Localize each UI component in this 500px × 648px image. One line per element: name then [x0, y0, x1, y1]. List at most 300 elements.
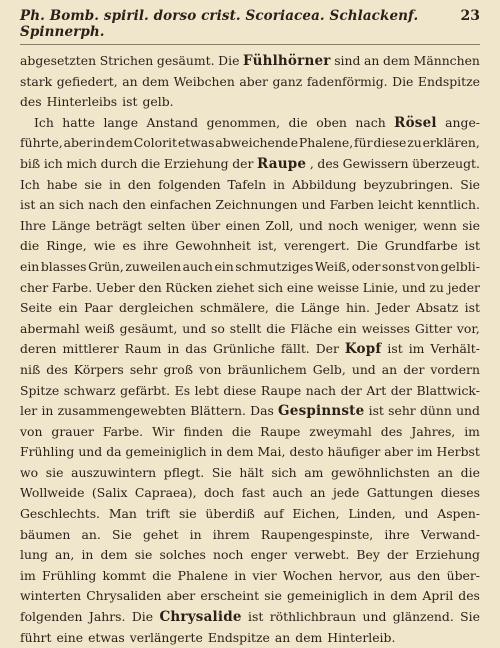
word: sie	[134, 547, 153, 563]
word: ein	[58, 300, 78, 316]
text-line	[20, 401, 480, 422]
word: die	[266, 320, 286, 336]
word: Seite	[20, 300, 53, 316]
word: gefiedert,	[56, 73, 118, 89]
word: in	[41, 403, 54, 419]
word: Linie,	[362, 279, 399, 295]
word: sie	[264, 588, 282, 604]
word: Frühling	[20, 444, 75, 460]
word: ,	[309, 155, 314, 171]
word: verlängerte	[129, 629, 203, 645]
word: des	[46, 361, 68, 377]
word: Endspitze	[207, 629, 270, 645]
text-line	[20, 195, 480, 216]
word: der	[403, 361, 425, 377]
word: diese	[373, 135, 407, 151]
word: nach	[305, 382, 337, 398]
word: röthlichbraun	[269, 609, 357, 625]
word: so	[211, 320, 225, 336]
word: da	[106, 444, 122, 460]
word: etwas	[177, 135, 215, 151]
word: Die	[131, 609, 154, 625]
word: abgesetzten	[20, 53, 97, 68]
word: die	[460, 464, 480, 480]
word: (Salix	[91, 485, 128, 501]
word: leicht	[378, 197, 414, 213]
word: grauer	[51, 423, 94, 439]
word: dergleichen	[118, 300, 194, 316]
word: cher	[20, 279, 49, 295]
word: gewöhnlichsten	[331, 464, 430, 480]
word: Verhält-	[430, 341, 480, 357]
word: an,	[55, 547, 75, 563]
word: Länge	[51, 217, 91, 233]
word: Art	[366, 382, 387, 398]
word: Endspitze	[417, 73, 480, 89]
word: selten	[147, 217, 186, 233]
word: mich	[66, 155, 97, 171]
word: Aspen-	[437, 506, 480, 522]
word: Grundfarbe	[384, 238, 458, 254]
word: des	[380, 423, 403, 439]
word: es	[122, 238, 137, 254]
word: noch	[328, 217, 359, 233]
word: die	[152, 567, 172, 583]
word: Sie	[112, 526, 132, 542]
word: nach	[88, 197, 119, 213]
word: eine	[286, 279, 314, 295]
word: ihre	[143, 238, 169, 254]
word: etwas	[88, 629, 125, 645]
word: des	[20, 94, 42, 110]
word: und	[401, 279, 426, 295]
word: in	[234, 567, 247, 583]
running-header	[20, 8, 480, 45]
word: im	[20, 567, 36, 583]
word: aus	[389, 567, 411, 583]
word: zweymahl	[309, 423, 372, 439]
word: lange	[103, 114, 139, 130]
word: Paar	[84, 300, 113, 316]
word: Blättern.	[190, 403, 246, 419]
word: Man	[108, 506, 137, 522]
word: schwarz	[63, 382, 116, 398]
word: vier	[252, 567, 277, 583]
word: Gewissern	[342, 155, 409, 171]
word: Farben	[329, 197, 374, 213]
word: Farbe.	[51, 279, 93, 295]
word: die	[20, 238, 40, 254]
word: im	[464, 423, 480, 439]
text-line	[20, 339, 480, 360]
word: weniger,	[363, 217, 418, 233]
word: dem	[142, 73, 170, 89]
word: Rücken	[165, 279, 213, 295]
word: verwebt.	[294, 547, 350, 563]
body-text	[20, 51, 480, 648]
word: Tafeln	[227, 176, 267, 192]
word: und	[404, 506, 429, 522]
word: Sie	[460, 609, 480, 625]
word: groß	[163, 361, 194, 377]
word: überdiß	[205, 506, 255, 522]
word: ein	[20, 258, 40, 274]
word: ist	[368, 403, 384, 419]
word: und	[78, 444, 103, 460]
text-line	[20, 216, 480, 237]
word: und	[301, 197, 326, 213]
word: dünn	[419, 403, 452, 419]
word: der	[390, 382, 412, 398]
word: finden	[183, 423, 223, 439]
word: gemeiniglich	[287, 588, 369, 604]
word: gefärbt.	[120, 382, 171, 398]
text-line	[20, 278, 480, 299]
text-line	[20, 566, 480, 587]
word: Erziehung	[163, 155, 229, 171]
word: schmutziges	[235, 258, 314, 274]
word: zu	[429, 279, 444, 295]
word: Sie	[460, 176, 480, 192]
word: bäumen	[20, 526, 71, 542]
word: den	[138, 279, 162, 295]
word: zu	[407, 135, 422, 151]
word: wenn	[422, 217, 457, 233]
word: dem	[390, 588, 418, 604]
word: Capraea),	[134, 485, 197, 501]
word: glänzend.	[392, 609, 454, 625]
word: ist,	[257, 238, 278, 254]
word: Raupe	[260, 382, 302, 398]
word: in	[273, 176, 286, 192]
word: sonst	[381, 258, 416, 274]
word: oder	[351, 258, 381, 274]
word: weisse	[317, 279, 360, 295]
word: sehr	[388, 403, 416, 419]
text-line	[20, 607, 480, 628]
word: habe	[46, 176, 78, 192]
word: an	[364, 53, 380, 68]
word: ihrem	[212, 526, 250, 542]
word: Raupe	[260, 423, 301, 439]
word: April	[422, 588, 454, 604]
word: trift	[145, 506, 171, 522]
word: Ihre	[20, 217, 47, 233]
word: Anstand	[146, 114, 199, 130]
word: die	[141, 155, 161, 171]
emphasized-term: Gespinnste	[278, 403, 365, 420]
word: Wochen	[282, 567, 333, 583]
text-line	[20, 545, 480, 566]
word: in	[108, 176, 121, 192]
word: dem	[105, 135, 133, 151]
text-line	[20, 133, 480, 154]
word: durch	[100, 155, 138, 171]
word: von	[199, 361, 222, 377]
word: hervor,	[338, 567, 383, 583]
word: gelb.	[142, 94, 174, 110]
word: Chrysaliden	[86, 588, 162, 604]
text-line	[20, 504, 480, 525]
word: zusammengewebten	[57, 403, 187, 419]
word: Eichen,	[292, 506, 340, 522]
word: jede	[332, 485, 360, 501]
word: weiß	[84, 320, 115, 336]
word: sich	[271, 464, 297, 480]
word: Gattungen	[366, 485, 434, 501]
word: Die	[392, 73, 414, 89]
word: ganz	[272, 73, 303, 89]
word: in	[81, 547, 94, 563]
word: den	[122, 197, 146, 213]
word: an	[381, 361, 398, 377]
word: überzeugt.	[412, 155, 480, 171]
word: sehr	[129, 361, 158, 377]
text-line	[20, 92, 480, 113]
word: die	[275, 300, 295, 316]
word: enger	[250, 547, 288, 563]
word: Männchen	[413, 53, 480, 68]
word: genommen,	[206, 114, 281, 130]
word: ist	[464, 300, 480, 316]
word: ist	[20, 197, 36, 213]
word: biß	[20, 155, 41, 171]
word: Phalene	[177, 567, 228, 583]
word: Raupengespinste,	[260, 526, 374, 542]
word: niß	[20, 361, 41, 377]
word: fadenförmig.	[306, 73, 388, 89]
word: an	[274, 629, 291, 645]
word: den	[417, 567, 441, 583]
word: ange-	[445, 114, 480, 130]
word: Hinterleibs	[46, 94, 118, 110]
word: und	[182, 320, 207, 336]
word: ler	[20, 403, 38, 419]
word: am	[304, 464, 324, 480]
word: ist	[248, 609, 264, 625]
word: fast	[241, 485, 265, 501]
word: ein	[214, 258, 234, 274]
word: und	[456, 403, 480, 419]
word: einen	[225, 217, 261, 233]
word: der	[232, 155, 254, 171]
word: blasses	[40, 258, 87, 274]
word: ihre	[384, 526, 410, 542]
text-line	[20, 72, 480, 93]
word: weisses	[361, 320, 411, 336]
word: Ueber	[95, 279, 135, 295]
word: abermahl	[20, 320, 80, 336]
word: aber	[239, 73, 268, 89]
word: sich	[58, 197, 85, 213]
word: deren	[20, 341, 57, 357]
word: der	[387, 547, 409, 563]
word: Weibchen	[173, 73, 235, 89]
word: Abbildung	[291, 176, 357, 192]
word: Mai,	[257, 444, 286, 460]
word: Jahrs.	[88, 609, 126, 625]
word: aber	[63, 135, 93, 151]
word: den	[127, 176, 152, 192]
word: lebt	[194, 382, 219, 398]
word: sie	[84, 176, 103, 192]
word: Herbst	[436, 444, 480, 460]
word: der	[340, 382, 362, 398]
word: Hinterleib.	[327, 629, 396, 645]
word: Zeichnungen	[215, 197, 298, 213]
word: über	[191, 217, 221, 233]
word: von	[416, 258, 440, 274]
word: Weiß,	[314, 258, 351, 274]
word: wo	[20, 464, 39, 480]
word: doch	[203, 485, 235, 501]
word: dem	[100, 547, 128, 563]
word: Jeder	[376, 300, 410, 316]
word: Erziehung	[415, 547, 480, 563]
text-line	[20, 113, 480, 134]
text-line	[20, 525, 480, 546]
text-line	[20, 298, 480, 319]
word: ein	[337, 320, 357, 336]
word: dieses	[440, 485, 480, 501]
word: folgenden	[20, 609, 83, 625]
word: Ich	[34, 114, 54, 130]
word: schmälere,	[199, 300, 269, 316]
word: im	[416, 444, 433, 460]
text-line	[20, 463, 480, 484]
word: ist	[464, 238, 480, 254]
word: Geschlechts.	[20, 506, 101, 522]
word: jeder	[447, 279, 480, 295]
word: häufiger	[327, 444, 381, 460]
text-line	[20, 154, 480, 175]
word: des	[317, 155, 340, 171]
word: Raum	[124, 341, 162, 357]
word: an	[437, 464, 453, 480]
word: Gelb,	[312, 361, 346, 377]
text-line	[20, 360, 480, 381]
word: kenntlich.	[417, 197, 480, 213]
word: stellt	[229, 320, 262, 336]
word: dem	[226, 444, 254, 460]
word: an	[39, 197, 55, 213]
word: gesäumt,	[119, 320, 178, 336]
word: an	[122, 73, 138, 89]
word: Farbe.	[102, 423, 144, 439]
text-line	[20, 381, 480, 402]
word: Ringe,	[46, 238, 87, 254]
text-line	[20, 586, 480, 607]
word: Spitze	[20, 382, 60, 398]
text-line	[20, 483, 480, 504]
word: winterten	[20, 588, 82, 604]
word: zuweilen	[125, 258, 182, 274]
word: Fläche	[290, 320, 333, 336]
word: Absatz	[416, 300, 459, 316]
emphasized-term: Fühlhörner	[243, 53, 331, 69]
word: solches	[159, 547, 206, 563]
word: Ich	[20, 176, 40, 192]
word: aber	[166, 588, 196, 604]
page-number: 23	[460, 8, 480, 24]
word: gelbli-	[440, 258, 480, 274]
word: eine	[56, 629, 84, 645]
word: in	[373, 588, 386, 604]
word: Linden,	[348, 506, 396, 522]
word: Bey	[356, 547, 380, 563]
word: wie	[93, 238, 116, 254]
word: ich	[43, 155, 63, 171]
text-line	[20, 319, 480, 340]
word: gesäumt.	[156, 53, 215, 68]
word: Verwand-	[420, 526, 480, 542]
word: für	[354, 135, 373, 151]
word: in	[167, 341, 180, 357]
word: sie	[462, 217, 480, 233]
word: fällt.	[280, 341, 310, 357]
word: sie	[45, 464, 64, 480]
word: vordern	[430, 361, 480, 377]
word: mittlerer	[62, 341, 119, 357]
word: die	[288, 114, 308, 130]
word: Grün,	[88, 258, 124, 274]
emphasized-term: Rösel	[394, 114, 437, 131]
word: Wir	[152, 423, 175, 439]
word: führte,	[20, 135, 63, 151]
word: ziehet	[216, 279, 255, 295]
word: Phalene,	[298, 135, 354, 151]
word: sie	[178, 506, 197, 522]
text-line	[20, 257, 480, 278]
word: hält	[239, 464, 264, 480]
word: des	[458, 588, 480, 604]
word: in	[189, 526, 202, 542]
word: Jahres,	[411, 423, 456, 439]
word: in	[93, 135, 105, 151]
word: vor,	[456, 320, 480, 336]
word: und	[362, 609, 387, 625]
word: an	[310, 485, 326, 501]
word: sind	[334, 53, 361, 68]
text-line	[20, 442, 480, 463]
word: auf	[263, 506, 284, 522]
word: ist	[387, 341, 403, 357]
word: dem	[383, 53, 411, 68]
word: Frühling	[41, 567, 97, 583]
word: einfachen	[149, 197, 212, 213]
word: Strichen	[99, 53, 154, 68]
word: Grünliche	[212, 341, 275, 357]
word: gemeiniglich	[125, 444, 207, 460]
word: an.	[81, 526, 101, 542]
word: hatte	[62, 114, 95, 130]
word: Gitter	[414, 320, 452, 336]
word: Blattwick-	[416, 382, 480, 398]
word: beträgt	[95, 217, 143, 233]
word: ist	[122, 94, 138, 110]
word: pflegt.	[163, 464, 205, 480]
word: und	[351, 361, 376, 377]
word: desto	[289, 444, 324, 460]
word: auch	[182, 258, 213, 274]
word: Colorit	[133, 135, 177, 151]
text-line	[20, 175, 480, 196]
word: Gewohnheit	[175, 238, 251, 254]
word: auch	[272, 485, 303, 501]
word: Körpers	[73, 361, 124, 377]
word: beyzubringen.	[363, 176, 454, 192]
header-title: Ph. Bomb. spiril. dorso crist. Scoriacea. Schlackenf. Spinnerph.	[20, 8, 419, 40]
